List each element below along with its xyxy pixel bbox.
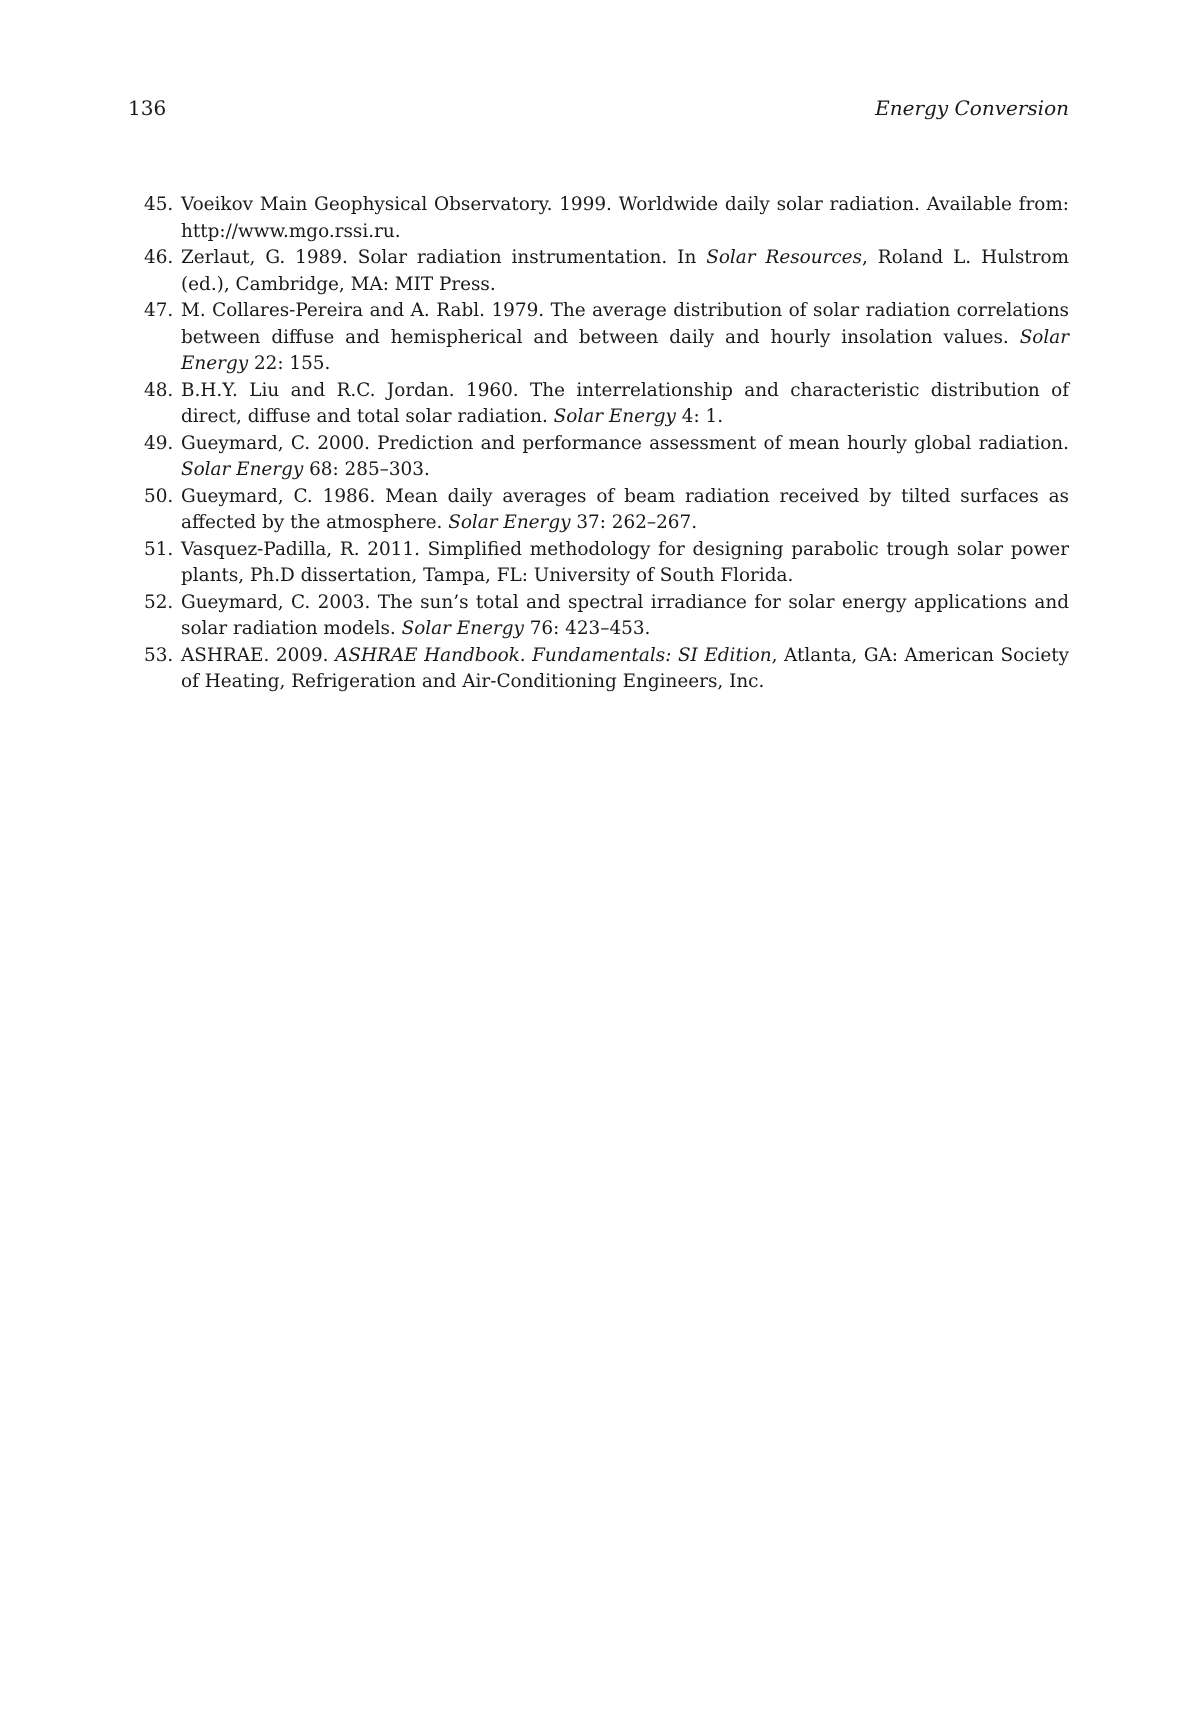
- reference-text: 4: 1.: [675, 406, 724, 427]
- reference-text: B.H.Y. Liu and R.C. Jordan. 1960. The interrelationship and characteristic distribution of direct, diffuse and total solar radiation.: [181, 379, 1069, 427]
- reference-item: [128, 245, 1069, 298]
- reference-italic-text: Solar Energy: [401, 618, 524, 639]
- reference-number: 51.: [144, 538, 174, 560]
- page-header: [128, 96, 1069, 126]
- reference-text: , Roland L. Hulstrom (ed.), Cambridge, MA: MIT Press.: [181, 247, 1069, 295]
- reference-item: [128, 431, 1069, 484]
- reference-text: , Atlanta, GA: American Society of Heating, Refrigeration and Air-Conditioning Engineers, Inc.: [181, 644, 1069, 692]
- reference-number: 52.: [144, 591, 174, 613]
- reference-italic-text: Solar Energy: [448, 512, 571, 533]
- reference-item: [128, 378, 1069, 431]
- reference-number: 48.: [144, 379, 174, 401]
- reference-text: 37: 262–267.: [570, 512, 698, 533]
- reference-italic-text: Solar Energy: [553, 406, 676, 427]
- reference-italic-text: Solar Resources: [706, 247, 862, 268]
- reference-item: [128, 537, 1069, 590]
- reference-text: Zerlaut, G. 1989. Solar radiation instrumentation. In: [181, 247, 707, 268]
- reference-text: Gueymard, C. 1986. Mean daily averages of beam radiation received by tilted surfaces as affected by the atmosphere.: [181, 485, 1069, 533]
- reference-italic-text: Solar Energy: [181, 326, 1069, 374]
- reference-item: [128, 590, 1069, 643]
- reference-text: Vasquez-Padilla, R. 2011. Simplified methodology for designing parabolic trough solar power plants, Ph.D dissertation, Tampa, FL: University of South Florida.: [181, 538, 1069, 586]
- reference-text: 68: 285–303.: [303, 459, 430, 480]
- reference-number: 50.: [144, 485, 174, 507]
- reference-text: 76: 423–453.: [523, 618, 651, 639]
- reference-list: [128, 192, 1069, 696]
- reference-item: [128, 643, 1069, 696]
- reference-item: [128, 298, 1069, 378]
- reference-number: 46.: [144, 247, 174, 268]
- reference-text: M. Collares-Pereira and A. Rabl. 1979. The average distribution of solar radiation correlations between diffuse and hemispherical and between daily and hourly insolation values.: [181, 300, 1069, 348]
- reference-text: Gueymard, C. 2003. The sun’s total and spectral irradiance for solar energy applications and solar radiation models.: [181, 591, 1069, 639]
- running-title: Energy Conversion: [875, 96, 1069, 120]
- reference-item: [128, 484, 1069, 537]
- reference-number: 53.: [144, 644, 174, 666]
- reference-item: [128, 192, 1069, 245]
- reference-italic-text: ASHRAE Handbook. Fundamentals: SI Edition: [335, 644, 772, 666]
- reference-italic-text: Solar Energy: [181, 459, 304, 480]
- reference-number: 45.: [144, 194, 174, 215]
- reference-number: 47.: [144, 300, 174, 321]
- reference-text: ASHRAE. 2009.: [181, 644, 336, 666]
- reference-number: 49.: [144, 432, 174, 454]
- page-number: 136: [128, 96, 167, 120]
- reference-text: 22: 155.: [248, 353, 331, 374]
- reference-text: Voeikov Main Geophysical Observatory. 1999. Worldwide daily solar radiation. Available from: http://www.mgo.rssi.ru.: [181, 194, 1069, 242]
- reference-text: Gueymard, C. 2000. Prediction and performance assessment of mean hourly global radiation.: [181, 432, 1069, 454]
